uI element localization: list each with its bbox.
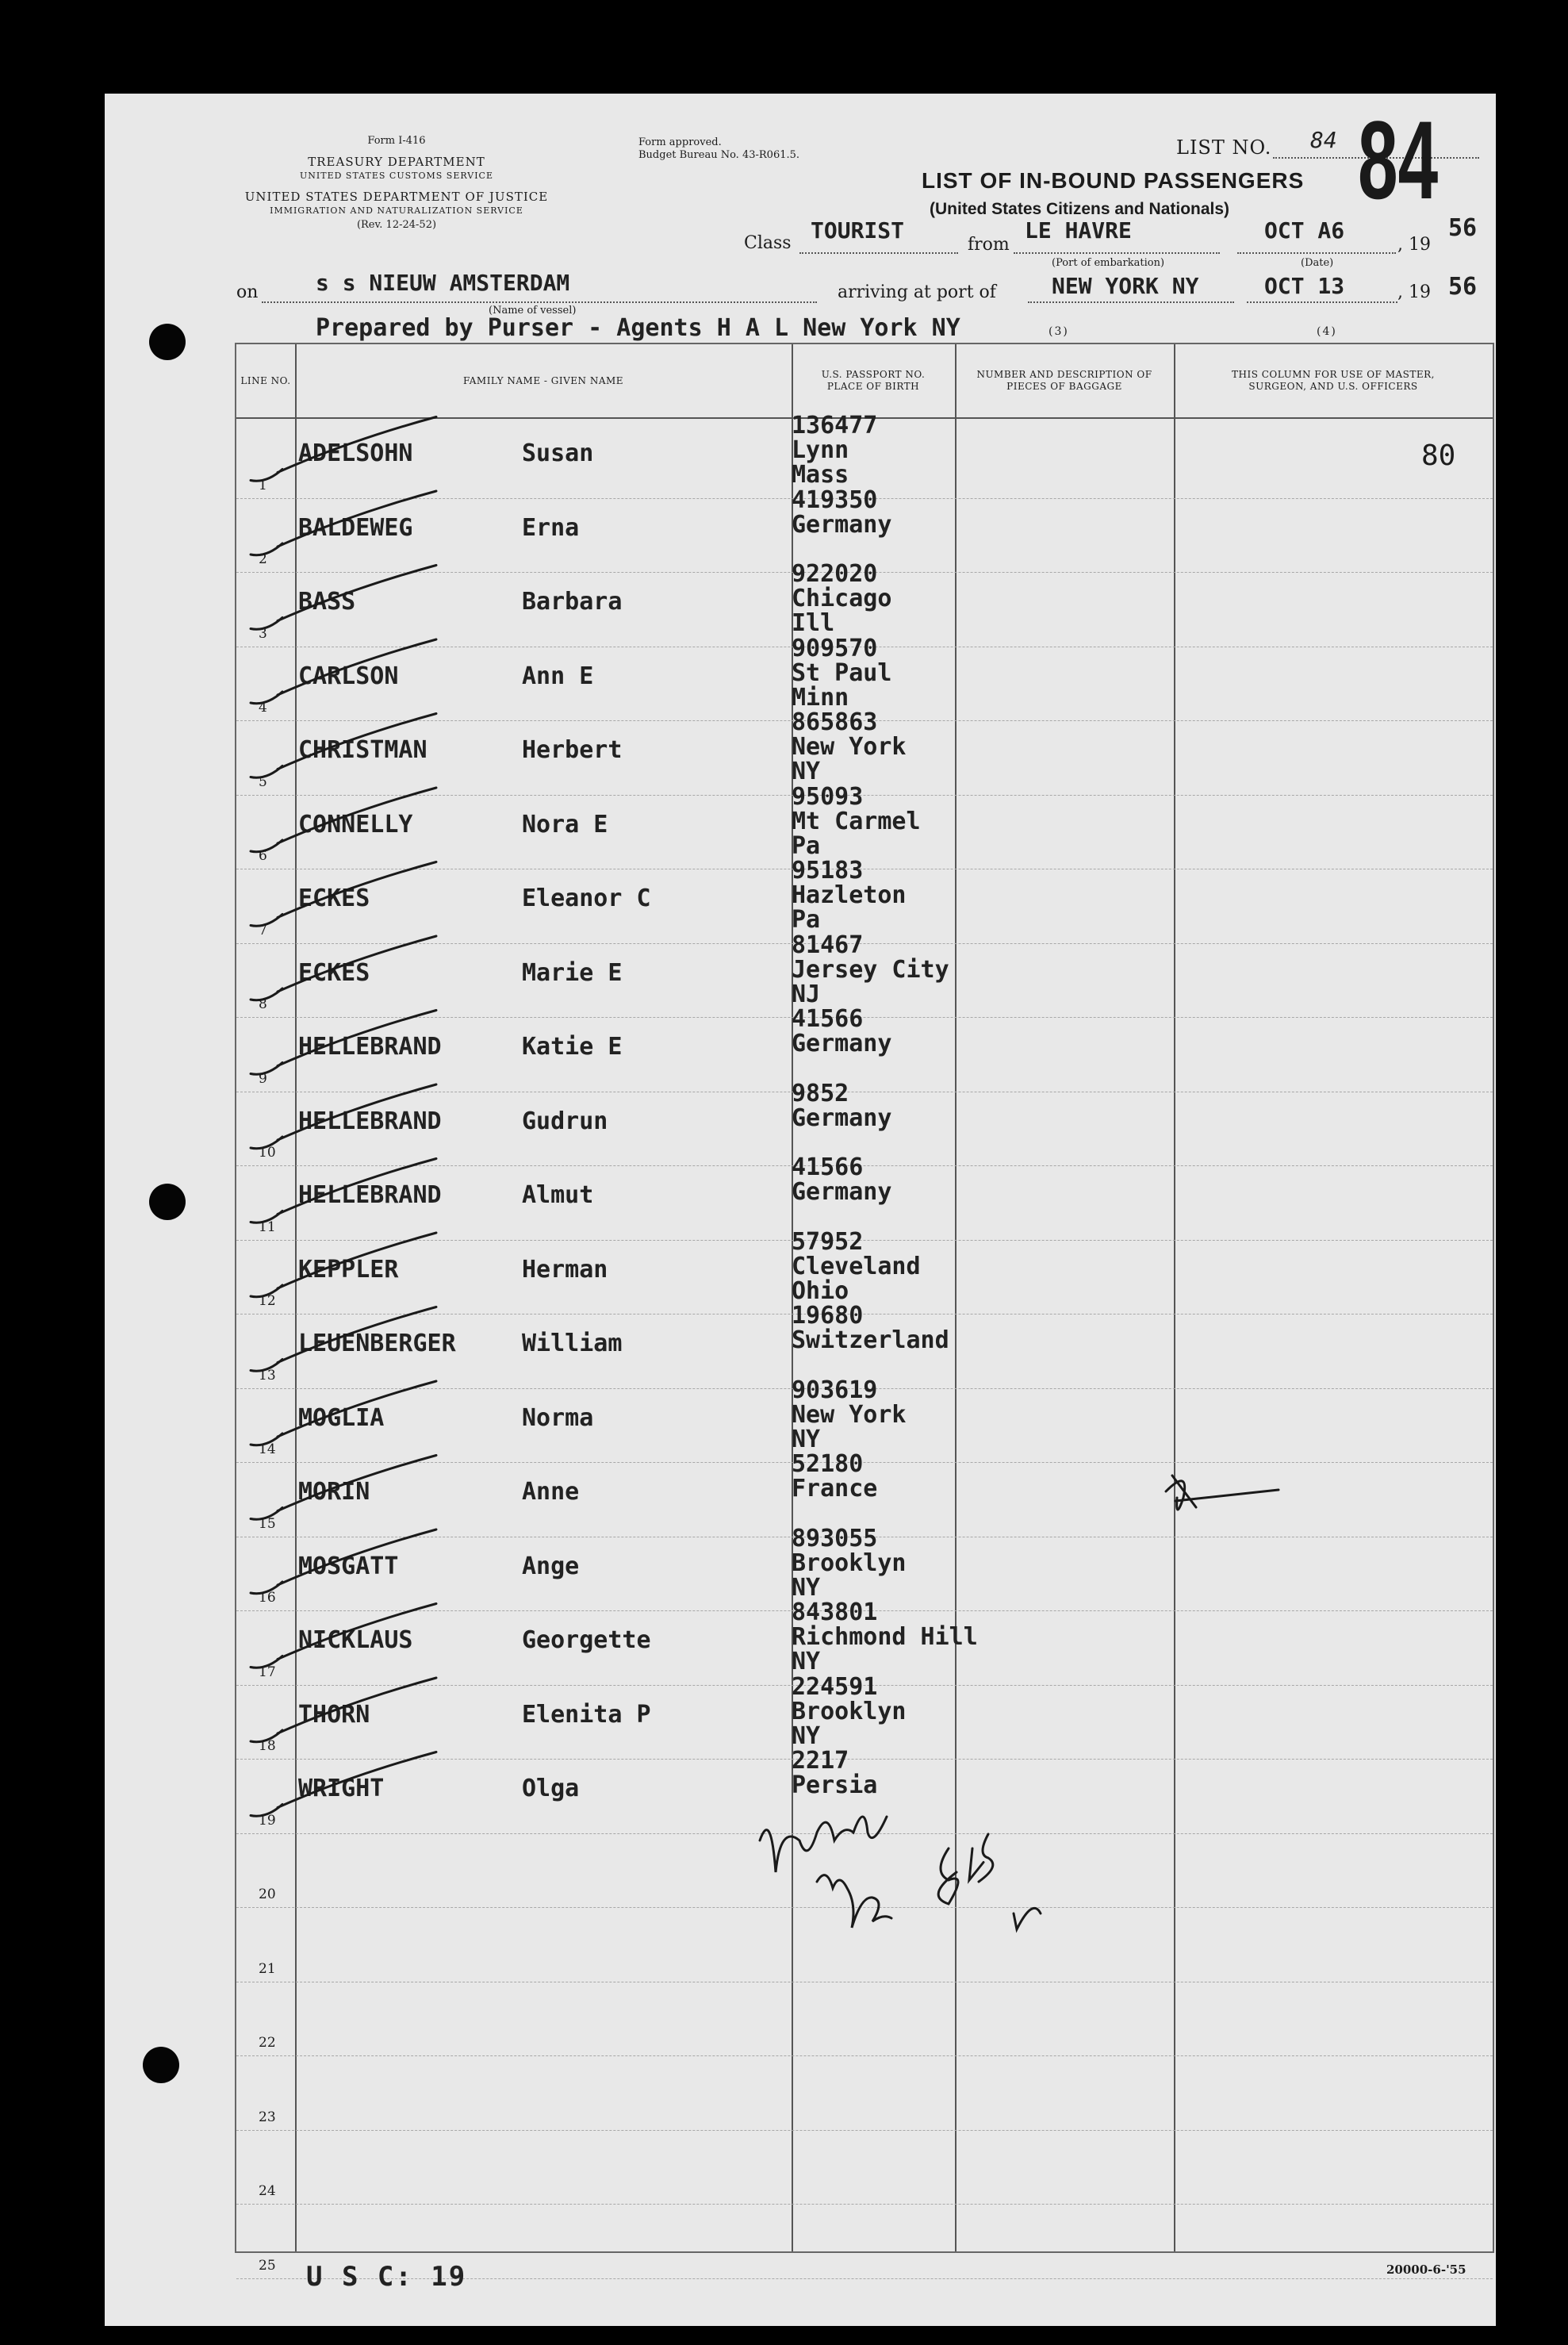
class-value: TOURIST bbox=[811, 217, 905, 244]
given-name: Norma bbox=[522, 1403, 594, 1432]
passport-number: 41566 bbox=[792, 1005, 864, 1033]
passport-number: 843801 bbox=[792, 1599, 878, 1626]
line-number: 1 bbox=[259, 477, 267, 493]
line-number: 24 bbox=[259, 2183, 276, 2199]
passport-number: 41566 bbox=[792, 1153, 864, 1181]
place-of-birth: NY bbox=[792, 1573, 821, 1602]
budget-bureau: Budget Bureau No. 43-R061.5. bbox=[638, 149, 800, 161]
given-name: Gudrun bbox=[522, 1107, 608, 1135]
place-of-birth: Pa bbox=[792, 831, 821, 860]
family-name: KEPPLER bbox=[298, 1255, 399, 1284]
family-name: HELLEBRAND bbox=[298, 1107, 442, 1135]
passport-number: 922020 bbox=[792, 560, 878, 588]
line-number: 18 bbox=[259, 1738, 276, 1754]
line-number: 11 bbox=[259, 1219, 276, 1235]
family-name: CARLSON bbox=[298, 662, 399, 690]
place-of-birth: NY bbox=[792, 1721, 821, 1750]
family-name: MOGLIA bbox=[298, 1403, 385, 1432]
family-name: NICKLAUS bbox=[298, 1626, 413, 1654]
given-name: Susan bbox=[522, 439, 594, 467]
line-number: 6 bbox=[259, 848, 267, 864]
header-passport: U.S. PASSPORT NO. PLACE OF BIRTH bbox=[821, 369, 926, 392]
family-name: ECKES bbox=[298, 885, 370, 912]
immigration-service: IMMIGRATION AND NATURALIZATION SERVICE bbox=[270, 205, 523, 216]
port-of-embarkation-caption: (Port of embarkation) bbox=[1052, 257, 1165, 269]
department-of-justice: UNITED STATES DEPARTMENT OF JUSTICE bbox=[244, 190, 549, 204]
given-name: Eleanor C bbox=[522, 885, 651, 912]
passport-number: 57952 bbox=[792, 1227, 864, 1256]
place-of-birth: Richmond Hill bbox=[792, 1623, 978, 1651]
arrival-year: 56 bbox=[1448, 273, 1478, 301]
place-of-birth: St Paul bbox=[792, 658, 892, 687]
place-of-birth: Ill bbox=[792, 609, 835, 637]
place-of-birth: NY bbox=[792, 758, 821, 785]
class-label: Class bbox=[744, 233, 792, 253]
line-number: 10 bbox=[259, 1145, 276, 1161]
passport-number: 2217 bbox=[792, 1747, 849, 1775]
list-no-label: LIST NO. bbox=[1176, 136, 1272, 159]
line-number: 13 bbox=[259, 1367, 276, 1384]
passport-number: 9852 bbox=[792, 1079, 849, 1107]
line-number: 14 bbox=[259, 1441, 276, 1457]
line-number: 2 bbox=[259, 551, 267, 567]
place-of-birth: Switzerland bbox=[792, 1326, 949, 1354]
header-name: FAMILY NAME - GIVEN NAME bbox=[462, 374, 624, 386]
place-of-birth: NY bbox=[792, 1425, 821, 1453]
passport-number: 224591 bbox=[792, 1672, 878, 1701]
given-name: Herman bbox=[522, 1255, 608, 1284]
revision-date: (Rev. 12-24-52) bbox=[356, 219, 437, 231]
place-of-birth: France bbox=[792, 1475, 878, 1503]
line-number: 5 bbox=[259, 773, 267, 790]
place-of-birth: Brooklyn bbox=[792, 1549, 907, 1577]
family-name: ADELSOHN bbox=[298, 439, 413, 467]
line-number: 17 bbox=[259, 1664, 276, 1680]
line-number: 21 bbox=[259, 1960, 276, 1977]
line-number: 9 bbox=[259, 1070, 267, 1087]
family-name: CHRISTMAN bbox=[298, 736, 427, 764]
family-name: WRIGHT bbox=[298, 1775, 385, 1802]
arrival-port: NEW YORK NY bbox=[1052, 273, 1199, 299]
line-number: 16 bbox=[259, 1590, 276, 1606]
header-baggage: NUMBER AND DESCRIPTION OF PIECES OF BAGGAGE bbox=[976, 369, 1152, 392]
line-number: 7 bbox=[259, 922, 267, 938]
passport-number: 419350 bbox=[792, 486, 878, 514]
passport-number: 136477 bbox=[792, 412, 878, 439]
form-approved: Form approved. bbox=[638, 136, 722, 148]
place-of-birth: Cleveland bbox=[792, 1252, 921, 1280]
place-of-birth: Pa bbox=[792, 906, 821, 934]
departure-year: 56 bbox=[1448, 214, 1478, 242]
given-name: Erna bbox=[522, 513, 580, 542]
vessel-name: s s NIEUW AMSTERDAM bbox=[316, 270, 570, 296]
family-name: MOSGATT bbox=[298, 1552, 399, 1580]
place-of-birth: Ohio bbox=[792, 1276, 849, 1305]
header-line-no: LINE NO. bbox=[240, 374, 291, 386]
print-code: 20000-6-'55 bbox=[1386, 2262, 1466, 2277]
line-number: 19 bbox=[259, 1812, 276, 1829]
family-name: BALDEWEG bbox=[298, 513, 413, 542]
place-of-birth: Germany bbox=[792, 510, 892, 539]
place-of-birth: Germany bbox=[792, 1178, 892, 1206]
given-name: Herbert bbox=[522, 736, 623, 764]
departure-year-prefix: , 19 bbox=[1397, 235, 1431, 255]
on-label: on bbox=[236, 282, 259, 302]
manifest-title: LIST OF IN-BOUND PASSENGERS bbox=[922, 168, 1305, 193]
line-number: 8 bbox=[259, 996, 267, 1012]
family-name: CONNELLY bbox=[298, 810, 413, 839]
customs-service: UNITED STATES CUSTOMS SERVICE bbox=[300, 171, 493, 181]
arrival-date: OCT 13 bbox=[1264, 273, 1345, 299]
given-name: William bbox=[522, 1330, 623, 1357]
place-of-birth: Lynn bbox=[792, 436, 849, 464]
passport-number: 19680 bbox=[792, 1302, 864, 1330]
line-number: 3 bbox=[259, 625, 267, 642]
family-name: LEUENBERGER bbox=[298, 1330, 456, 1357]
place-of-birth: Germany bbox=[792, 1030, 892, 1057]
given-name: Ann E bbox=[522, 662, 594, 690]
place-of-birth: Persia bbox=[792, 1771, 878, 1799]
given-name: Marie E bbox=[522, 958, 623, 987]
list-no-stamp: 84 bbox=[1358, 98, 1439, 222]
column-3-marker: (3) bbox=[1049, 325, 1069, 338]
line-number: 15 bbox=[259, 1515, 276, 1532]
given-name: Olga bbox=[522, 1775, 580, 1802]
place-of-birth: New York bbox=[792, 1400, 907, 1429]
given-name: Elenita P bbox=[522, 1700, 651, 1729]
given-name: Anne bbox=[522, 1478, 580, 1506]
place-of-birth: Brooklyn bbox=[792, 1697, 907, 1725]
arriving-label: arriving at port of bbox=[838, 282, 996, 302]
passport-number: 81467 bbox=[792, 931, 864, 959]
arrival-year-prefix: , 19 bbox=[1397, 282, 1431, 302]
family-name: ECKES bbox=[298, 958, 370, 987]
line-number: 4 bbox=[259, 700, 267, 716]
passport-number: 95183 bbox=[792, 857, 864, 885]
line-number: 23 bbox=[259, 2109, 276, 2125]
given-name: Barbara bbox=[522, 588, 623, 616]
given-name: Nora E bbox=[522, 810, 608, 839]
place-of-birth: Jersey City bbox=[792, 955, 949, 984]
place-of-birth: Chicago bbox=[792, 585, 892, 612]
treasury-department: TREASURY DEPARTMENT bbox=[308, 155, 485, 169]
departure-port: LE HAVRE bbox=[1025, 217, 1132, 244]
given-name: Katie E bbox=[522, 1033, 623, 1061]
passport-number: 52180 bbox=[792, 1450, 864, 1478]
family-name: HELLEBRAND bbox=[298, 1033, 442, 1061]
place-of-birth: NY bbox=[792, 1648, 821, 1675]
passport-number: 903619 bbox=[792, 1376, 878, 1404]
line-number: 20 bbox=[259, 1886, 276, 1902]
list-no-handwritten: 84 bbox=[1310, 127, 1337, 153]
line-number: 25 bbox=[259, 2257, 276, 2274]
place-of-birth: Minn bbox=[792, 683, 849, 712]
family-name: MORIN bbox=[298, 1478, 370, 1506]
from-label: from bbox=[968, 235, 1010, 255]
passport-number: 893055 bbox=[792, 1524, 878, 1552]
given-name: Almut bbox=[522, 1181, 594, 1209]
line-number: 22 bbox=[259, 2035, 276, 2051]
header-officers: THIS COLUMN FOR USE OF MASTER, SURGEON, AND U.S. OFFICERS bbox=[1232, 369, 1435, 392]
family-name: THORN bbox=[298, 1700, 370, 1729]
officer-note: 80 bbox=[1421, 439, 1456, 472]
date-caption: (Date) bbox=[1301, 257, 1334, 269]
form-number: Form I-416 bbox=[367, 135, 426, 147]
given-name: Georgette bbox=[522, 1626, 651, 1654]
family-name: HELLEBRAND bbox=[298, 1181, 442, 1209]
passport-number: 865863 bbox=[792, 708, 878, 736]
passport-number: 909570 bbox=[792, 634, 878, 662]
line-number: 12 bbox=[259, 1293, 276, 1309]
departure-date: OCT A6 bbox=[1264, 217, 1345, 244]
manifest-subtitle: (United States Citizens and Nationals) bbox=[930, 200, 1230, 218]
place-of-birth: Mt Carmel bbox=[792, 807, 921, 835]
family-name: BASS bbox=[298, 588, 356, 616]
column-4-marker: (4) bbox=[1317, 325, 1337, 338]
place-of-birth: NJ bbox=[792, 980, 821, 1008]
place-of-birth: Mass bbox=[792, 461, 849, 489]
prepared-by: Prepared by Purser - Agents H A L New York NY bbox=[316, 314, 960, 342]
place-of-birth: Germany bbox=[792, 1103, 892, 1132]
place-of-birth: New York bbox=[792, 733, 907, 761]
given-name: Ange bbox=[522, 1552, 580, 1580]
place-of-birth: Hazleton bbox=[792, 881, 907, 909]
vessel-caption: (Name of vessel) bbox=[489, 305, 577, 317]
passport-number: 95093 bbox=[792, 782, 864, 811]
usc-footer: U S C: 19 bbox=[306, 2261, 467, 2293]
